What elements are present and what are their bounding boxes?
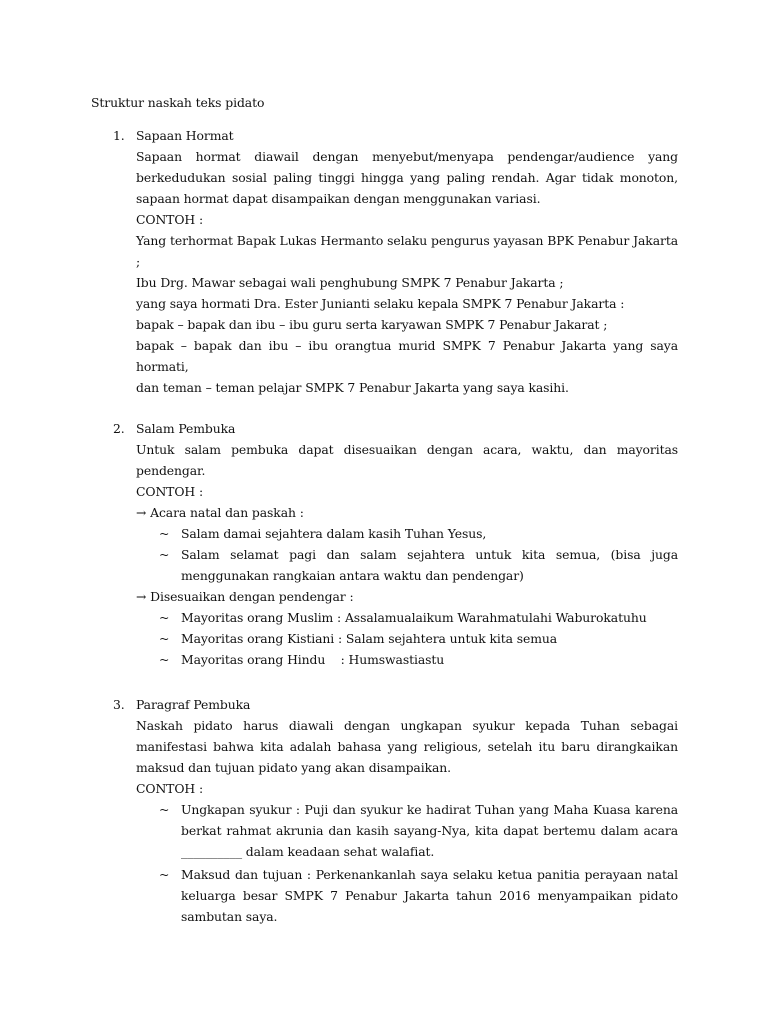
- tilde-bullet: ~: [159, 652, 170, 667]
- section-number: 3.: [113, 697, 125, 712]
- tilde-bullet: ~: [159, 610, 170, 625]
- list-item: [91, 628, 678, 649]
- section-title: Salam Pembuka: [136, 421, 236, 436]
- section-number: 1.: [113, 128, 125, 143]
- list-item: [91, 799, 678, 862]
- section-salam-pembuka: [91, 418, 678, 670]
- tilde-bullet: ~: [159, 802, 170, 817]
- arrow-group: [91, 586, 678, 670]
- tilde-bullet: ~: [159, 526, 170, 541]
- section-paragraph: Naskah pidato harus diawali dengan ungkapan syukur kepada Tuhan sebagai manifestasi bahwa kita adalah bahasa yang religious, setelah itu baru dirangkaikan maksud dan tujuan pidato yang akan disampaikan.: [136, 718, 678, 775]
- section-paragraph: Sapaan hormat diawail dengan menyebut/menyapa pendengar/audience yang berkedudukan sosial paling tinggi hingga yang paling rendah. Agar tidak monoton, sapaan hormat dapat disampaikan dengan menggunakan variasi.: [136, 149, 678, 206]
- section-heading: [91, 694, 678, 715]
- section-heading: [91, 418, 678, 439]
- greeting-line: dan teman – teman pelajar SMPK 7 Penabur Jakarta yang saya kasihi.: [136, 380, 569, 395]
- contoh-label: CONTOH :: [136, 781, 204, 796]
- section-number: 2.: [113, 421, 125, 436]
- list-item: [91, 544, 678, 586]
- tilde-bullet: ~: [159, 547, 170, 562]
- section-title: Paragraf Pembuka: [136, 697, 251, 712]
- greeting-line: bapak – bapak dan ibu – ibu guru serta karyawan SMPK 7 Penabur Jakarat ;: [136, 317, 608, 332]
- greeting-line: Ibu Drg. Mawar sebagai wali penghubung SMPK 7 Penabur Jakarta ;: [136, 275, 564, 290]
- list-item-text: Salam selamat pagi dan salam sejahtera untuk kita semua, (bisa juga menggunakan rangkaian antara waktu dan pendengar): [181, 547, 678, 583]
- list-item: [91, 649, 678, 670]
- sub-list: [91, 607, 678, 670]
- tilde-bullet: ~: [159, 867, 170, 882]
- arrow-label: → Disesuaikan dengan pendengar :: [136, 589, 354, 604]
- contoh-label: CONTOH :: [136, 484, 204, 499]
- section-paragraph: Untuk salam pembuka dapat disesuaikan dengan acara, waktu, dan mayoritas pendengar.: [136, 442, 678, 478]
- section-paragraf-pembuka: [91, 694, 678, 927]
- sub-list: [91, 799, 678, 927]
- section-heading: [91, 125, 678, 146]
- list-item-text: Mayoritas orang Hindu : Humswastiastu: [181, 652, 445, 667]
- list-item-text: Ungkapan syukur : Puji dan syukur ke hadirat Tuhan yang Maha Kuasa karena berkat rahmat akrunia dan kasih sayang-Nya, kita dapat bertemu dalam acara __________ dalam keadaan sehat walafiat.: [181, 802, 678, 859]
- greeting-line: yang saya hormati Dra. Ester Junianti selaku kepala SMPK 7 Penabur Jakarta :: [136, 296, 625, 311]
- arrow-group: [91, 502, 678, 586]
- greeting-line: Yang terhormat Bapak Lukas Hermanto selaku pengurus yayasan BPK Penabur Jakarta ;: [136, 233, 678, 269]
- list-item-text: Salam damai sejahtera dalam kasih Tuhan Yesus,: [181, 526, 487, 541]
- list-item-text: Maksud dan tujuan : Perkenankanlah saya selaku ketua panitia perayaan natal keluarga besar SMPK 7 Penabur Jakarta tahun 2016 menyampaikan pidato sambutan saya.: [181, 867, 678, 924]
- document-title: Struktur naskah teks pidato: [91, 95, 265, 110]
- section-title: Sapaan Hormat: [136, 128, 234, 143]
- arrow-label: → Acara natal dan paskah :: [136, 505, 304, 520]
- list-item-text: Mayoritas orang Kistiani : Salam sejahtera untuk kita semua: [181, 631, 558, 646]
- section-sapaan-hormat: [91, 125, 678, 398]
- list-item-text: Mayoritas orang Muslim : Assalamualaikum Warahmatulahi Waburokatuhu: [181, 610, 647, 625]
- list-item: [91, 607, 678, 628]
- sub-list: [91, 523, 678, 586]
- list-item: [91, 864, 678, 927]
- list-item: [91, 523, 678, 544]
- contoh-label: CONTOH :: [136, 212, 204, 227]
- greeting-line: bapak – bapak dan ibu – ibu orangtua murid SMPK 7 Penabur Jakarta yang saya hormati,: [136, 338, 678, 374]
- tilde-bullet: ~: [159, 631, 170, 646]
